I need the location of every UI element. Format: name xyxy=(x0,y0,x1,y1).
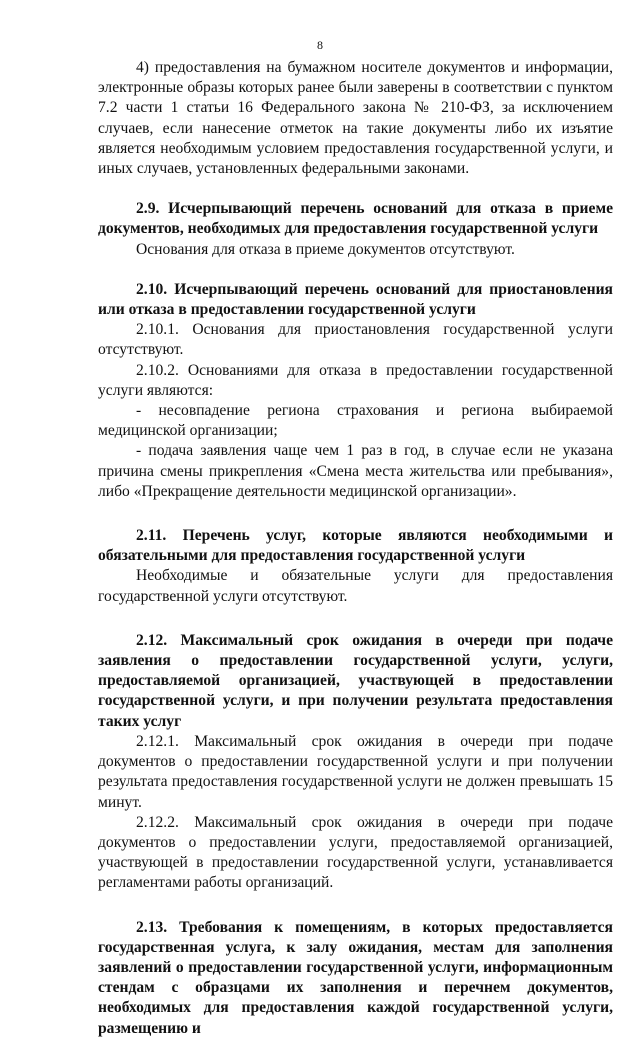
section-spacer xyxy=(98,260,613,280)
section-spacer xyxy=(98,607,613,631)
paragraph-2-12-1: 2.12.1. Максимальный срок ожидания в очереди при подаче документов о предоставлении государственной услуги и при получении результата предоставления государственной услуги не должен превышать 15 минут. xyxy=(98,732,613,811)
list-item-region-mismatch: - несовпадение региона страхования и региона выбираемой медицинской организации; xyxy=(98,402,613,440)
section-spacer xyxy=(98,894,613,918)
section-spacer xyxy=(98,502,613,526)
section-heading-2-10: 2.10. Исчерпывающий перечень оснований для приостановления или отказа в предоставлении государственной услуги xyxy=(98,280,613,319)
document-body xyxy=(98,58,613,1039)
section-heading-2-11: 2.11. Перечень услуг, которые являются необходимыми и обязательными для предоставления государственной услуги xyxy=(98,527,613,565)
section-spacer xyxy=(98,179,613,199)
section-heading-2-13: 2.13. Требования к помещениям, в которых предоставляется государственная услуга, к залу ожидания, местам для заполнения заявлений о предоставлении государственной услуги, информационным стендам с образцами их заполнения и перечнем документов, необходимых для предоставления каждой государственной услуги, размещению и xyxy=(98,918,613,1037)
paragraph-2-9: Основания для отказа в приеме документов отсутствуют. xyxy=(136,240,515,258)
paragraph-item-4: 4) предоставления на бумажном носителе документов и информации, электронные образы которых ранее были заверены в соответствии с пунктом 7.2 части 1 статьи 16 Федерального закона № 210-ФЗ, за исключением случаев, если нанесение отметок на такие документы либо их изъятие является необходимым условием предоставления государственной услуги, и иных случаев, установленных федеральными законами. xyxy=(98,59,613,178)
section-heading-2-9: 2.9. Исчерпывающий перечень оснований для отказа в приеме документов, необходимых для предоставления государственной услуги xyxy=(98,200,613,238)
paragraph-2-10-2: 2.10.2. Основаниями для отказа в предоставлении государственной услуги являются: xyxy=(98,361,613,399)
paragraph-2-11: Необходимые и обязательные услуги для предоставления государственной услуги отсутствуют. xyxy=(98,567,613,605)
paragraph-2-10-1: 2.10.1. Основания для приостановления государственной услуги отсутствуют. xyxy=(98,321,613,359)
list-item-frequency: - подача заявления чаще чем 1 раз в год, в случае если не указана причина смены прикрепления «Смена места жительства или пребывания», либо «Прекращение деятельности медицинской организации». xyxy=(98,442,613,500)
page-number: 8 xyxy=(317,38,323,52)
paragraph-2-12-2: 2.12.2. Максимальный срок ожидания в очереди при подаче документов о предоставлении услуги, предоставляемой организацией, участвующей в предоставлении государственной услуги, устанавливается регламентами работы организаций. xyxy=(98,813,613,892)
section-heading-2-12: 2.12. Максимальный срок ожидания в очереди при подаче заявления о предоставлении государственной услуги, услуги, предоставляемой организацией, участвующей в предоставлении государственной услуги, и при получении результата предоставления таких услуг xyxy=(98,631,613,730)
